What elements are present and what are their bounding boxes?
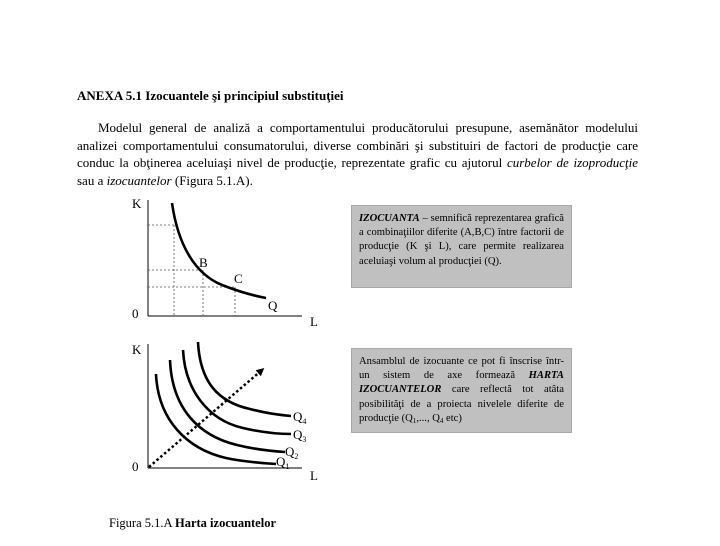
graph1-point-c-label: C	[234, 271, 243, 286]
isoquant-q4-label: $Q_4$	[293, 409, 307, 426]
isoquant-map-text-2: care reflectă tot atâta posibilităţi de a proiecta nivelele diferite de producţie (Q	[359, 384, 564, 424]
graph1-x-axis-label: L	[310, 314, 318, 329]
paragraph-text-2: sau a	[77, 172, 107, 188]
isoquant-q3-label: $Q_3$	[293, 427, 307, 444]
caption-prefix: Figura 5.1.A	[109, 516, 175, 530]
paragraph-text-1: Modelul general de analiză a comportamentului producătorului presupune, asemănător modelului analizei comportamentului consumatorului, diverse combinări şi substituiri de factori de producţie care conduc la obţinerea aceluiaşi nivel de producţie, reprezentate grafic cu ajutorul	[77, 120, 638, 170]
isoquant-definition-box	[351, 205, 572, 288]
paragraph-emphasis-2: izocuantelor	[106, 172, 172, 188]
paragraph-text-3: (Figura 5.1.A).	[171, 172, 253, 188]
isoquant-map-text-3: ,..., Q	[416, 412, 440, 424]
graph2-x-axis-label: L	[310, 468, 318, 483]
graph1-curve-q-label: Q	[268, 298, 278, 313]
isoquant-term: IZOCUANTA	[359, 213, 420, 224]
figure-caption	[109, 516, 276, 531]
isoquant-q4-curve	[198, 342, 291, 416]
caption-title: Harta izocuantelor	[174, 516, 276, 530]
graph2-origin-label: 0	[132, 459, 139, 474]
graph1-guide-lines	[148, 225, 235, 316]
graph2-isoquant-curves	[156, 342, 291, 464]
graph1-y-axis-label: K	[132, 196, 142, 211]
graph2-y-axis-label: K	[132, 342, 142, 357]
isoquant-map-sub-1: 1	[412, 416, 417, 425]
isoquant-map-text-4: etc)	[443, 412, 462, 424]
graph1-origin-label: 0	[132, 306, 139, 321]
isoquant-q2-label: $Q_2$	[285, 444, 299, 461]
annex-heading: ANEXA 5.1 Izocuantele şi principiul substituţiei	[77, 88, 344, 103]
isoquant-q1-label: $Q_1$	[276, 454, 290, 471]
isoquant-map-term: HARTA IZOCUANTELOR	[359, 370, 564, 396]
isoquant-map-box	[351, 348, 572, 433]
isoquant-map-sub-2: 4	[439, 416, 444, 425]
isoquant-map-text-1: Ansamblul de izocuante ce pot fi înscrise într-un sistem de axe formează	[359, 356, 564, 382]
paragraph-emphasis-1: curbelor de izoproducţie	[506, 155, 638, 170]
isoquant-definition-text: – semnifică reprezentarea grafică a combinaţiilor diferite (A,B,C) între factorii de producţie (K şi L), care permite realizarea aceluiaşi volum al producţiei (Q).	[359, 213, 564, 267]
graph1-isoquant-curve	[172, 203, 266, 298]
graph1-point-b-label: B	[199, 255, 208, 270]
